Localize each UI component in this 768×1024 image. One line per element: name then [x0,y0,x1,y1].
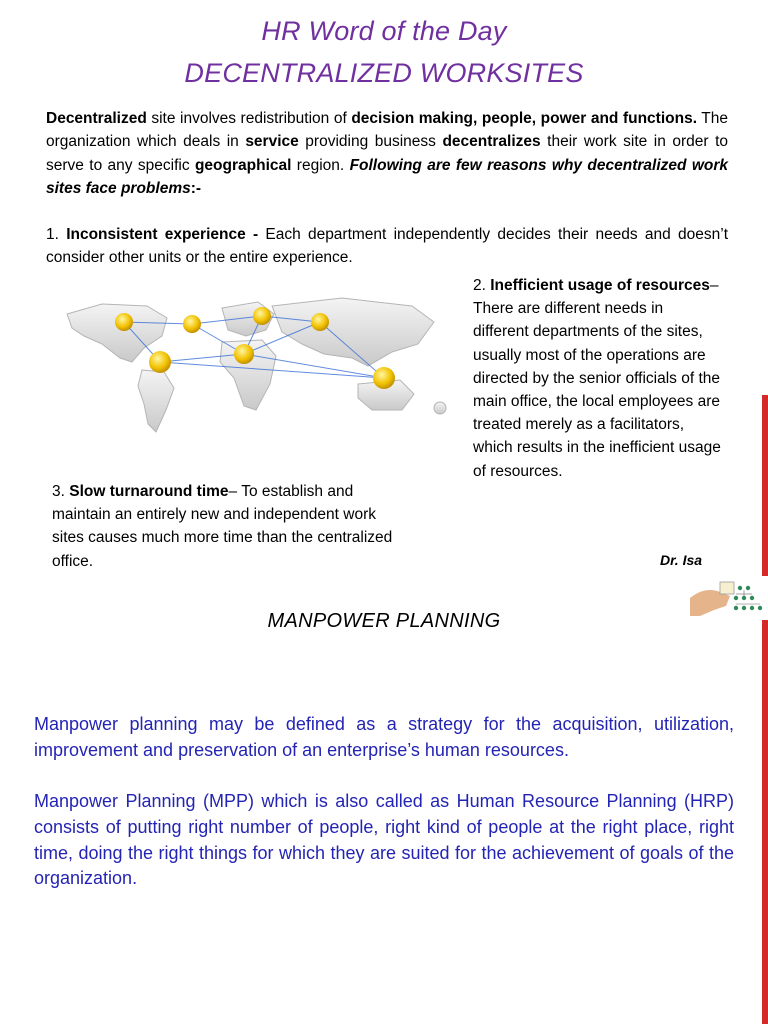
reason-body: – There are different needs in different departments of the sites, usually most of the operations are directed by the senior officials of the main office, the local employees are treated merely as a facilitators, which results in the inefficient usage of resources. [473,277,721,480]
author-name: Dr. Isa [660,552,703,568]
intro-emphasis: decentralizes [442,133,541,151]
section-title: MANPOWER PLANNING [267,610,501,632]
intro-colon: :- [190,180,202,198]
reason-number: 2. [473,277,491,294]
reason-body: Each department independently decides their needs and doesn’t consider other units or the entire experience. [46,226,729,267]
intro-text: region. [291,156,350,174]
reason-number: 1. [46,226,67,243]
reason-heading: Inefficient usage of resources [490,277,710,294]
page-title: HR Word of the Day [261,16,507,46]
intro-emphasis: geographical [194,156,292,174]
continent-south-america [138,370,174,432]
intro-text: The organization which deals in [46,110,728,151]
accent-bar [762,395,768,1024]
reason-body: – To establish and maintain an entirely new and independent work sites causes much more time than the centralized office. [52,483,393,570]
intro-emphasis: service [245,133,299,151]
intro-text: their work site in order to serve to any specific [46,133,729,174]
intro-paragraph [46,107,728,201]
reason-number: 3. [52,483,70,500]
mpp-description-paragraph: Manpower Planning (MPP) which is also called as Human Resource Planning (HRP) consists of putting right number of people, right kind of people at the right place, right time, doing the right things for which they are suited for the achievement of goals of the organization. [34,791,734,889]
reason-1 [46,223,728,270]
reason-3 [52,480,397,573]
intro-emphasis: decision making, people, power and functions. [351,110,697,127]
intro-term: Decentralized [46,110,147,127]
world-network-map-illustration [62,292,452,442]
intro-text: providing business [298,133,443,151]
intro-text: site involves redistribution of [146,110,352,127]
intro-lead-in: Following are few reasons why decentralized work sites face problems [46,156,728,198]
reason-2 [473,274,723,483]
definition-paragraph: Manpower planning may be defined as a strategy for the acquisition, utilization, improvement and preservation of an enterprise’s human resources. [34,714,734,760]
reason-heading: Inconsistent experience - [66,226,266,243]
reason-heading: Slow turnaround time [69,483,229,500]
page-subtitle: DECENTRALIZED WORKSITES [184,58,584,88]
